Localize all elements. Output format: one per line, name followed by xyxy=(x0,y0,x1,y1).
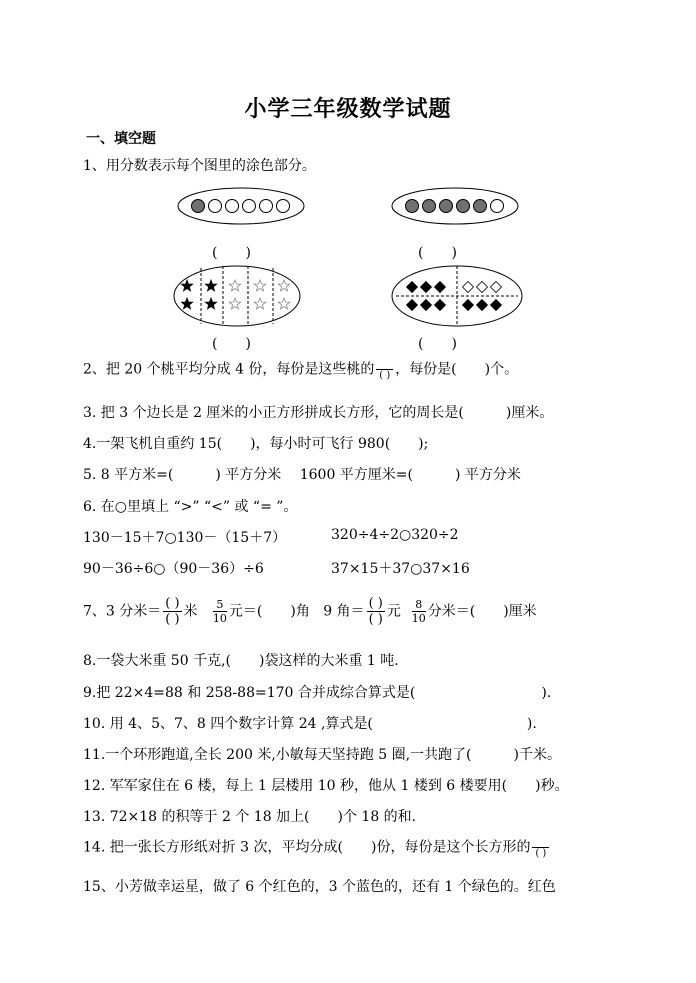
shaded-circle xyxy=(457,200,470,213)
empty-circle xyxy=(243,200,256,213)
empty-circle xyxy=(491,200,504,213)
compare-left-2: 90－36÷6○（90－36）÷6 xyxy=(83,561,264,577)
question-7 xyxy=(83,597,537,626)
figure-stars xyxy=(172,264,302,328)
question-6: 6. 在○里填上 “>” “<” 或 “= ”。 xyxy=(83,499,298,515)
filled-diamond xyxy=(435,282,446,293)
section-heading: 一、填空题 xyxy=(86,131,156,147)
question-12: 12. 军军家住在 6 楼，每上 1 层楼用 10 秒，他从 1 楼到 6 楼要用( )秒。 xyxy=(83,778,569,794)
q7-part6: 分米＝( )厘米 xyxy=(427,603,537,620)
figure-diamonds xyxy=(390,264,524,328)
compare-left-1: 130－15＋7○130－（15＋7） xyxy=(83,530,287,546)
empty-star xyxy=(254,280,265,291)
q7-part4: 9 角＝ xyxy=(323,603,365,620)
empty-star xyxy=(229,298,240,309)
question-14 xyxy=(83,836,551,859)
question-14-text: 14. 把一张长方形纸对折 3 次，平均分成( )份，每份是这个长方形的 xyxy=(83,839,531,856)
fraction-blank[interactable]: $\frac{( )}{( )}$ xyxy=(368,596,383,627)
shaded-circle xyxy=(406,200,419,213)
filled-diamond xyxy=(463,300,474,311)
empty-circle xyxy=(209,200,222,213)
question-8: 8.一袋大米重 50 千克,( )袋这样的大米重 1 吨. xyxy=(83,653,399,669)
filled-diamond xyxy=(421,282,432,293)
shaded-circle xyxy=(423,200,436,213)
empty-star xyxy=(278,280,289,291)
q7-part3: 元＝( )角 xyxy=(228,603,310,620)
question-9: 9.把 22×4=88 和 258-88=170 合并成综合算式是( ). xyxy=(83,685,552,701)
filled-diamond xyxy=(407,282,418,293)
shaded-circle xyxy=(440,200,453,213)
empty-diamond xyxy=(491,282,502,293)
q7-part5: 元 xyxy=(386,603,401,620)
answer-blank-1a[interactable]: ( ) xyxy=(212,245,251,261)
filled-star xyxy=(181,280,192,291)
filled-star xyxy=(205,298,216,309)
fraction-blank[interactable]: $\frac{( )}{( )}$ xyxy=(165,596,180,627)
answer-blank-1b[interactable]: ( ) xyxy=(418,245,457,261)
question-13: 13. 72×18 的积等于 2 个 18 加上( )个 18 的和. xyxy=(83,809,417,825)
question-15: 15、小芳做幸运星，做了 6 个红色的，3 个蓝色的，还有 1 个绿色的。红色 xyxy=(83,879,556,895)
empty-star xyxy=(229,280,240,291)
question-1: 1、用分数表示每个图里的涂色部分。 xyxy=(83,158,316,174)
filled-diamond xyxy=(477,300,488,311)
filled-star xyxy=(181,298,192,309)
figure-circles-left xyxy=(176,186,306,226)
empty-circle xyxy=(260,200,273,213)
empty-star xyxy=(278,298,289,309)
empty-circle xyxy=(277,200,290,213)
fraction-blank[interactable]: ( ) xyxy=(376,358,393,381)
filled-diamond xyxy=(491,300,502,311)
question-2-text-end: ，每份是( )个。 xyxy=(395,361,519,378)
question-11: 11.一个环形跑道,全长 200 米,小敏每天坚持跑 5 圈,一共跑了( )千米。 xyxy=(83,747,561,763)
filled-diamond xyxy=(407,300,418,311)
empty-diamond xyxy=(463,282,474,293)
question-10: 10. 用 4、5、7、8 四个数字计算 24 ,算式是( ). xyxy=(83,716,537,732)
fraction-5-10: $\frac{5}{10}$ xyxy=(212,598,227,625)
question-2-text: 2、把 20 个桃平均分成 4 份，每份是这些桃的 xyxy=(83,361,375,378)
q7-part1: 7、3 分米＝ xyxy=(83,603,162,620)
empty-star xyxy=(254,298,265,309)
filled-diamond xyxy=(421,300,432,311)
q7-part2: 米 xyxy=(183,603,198,620)
answer-blank-1c[interactable]: ( ) xyxy=(212,336,251,352)
question-3: 3. 把 3 个边长是 2 厘米的小正方形拼成长方形，它的周长是( )厘米。 xyxy=(83,405,554,421)
answer-blank-1d[interactable]: ( ) xyxy=(418,336,457,352)
question-5: 5. 8 平方米=( ) 平方分米 1600 平方厘米=( ) 平方分米 xyxy=(83,467,521,483)
question-4: 4.一架飞机自重约 15( )，每小时可飞行 980( ); xyxy=(83,436,429,452)
shaded-circle xyxy=(192,200,205,213)
empty-circle xyxy=(226,200,239,213)
page-title: 小学三年级数学试题 xyxy=(244,96,452,122)
question-2 xyxy=(83,358,518,381)
figure-circles-right xyxy=(390,186,520,226)
shaded-circle xyxy=(474,200,487,213)
filled-diamond xyxy=(435,300,446,311)
compare-right-1: 320÷4÷2○320÷2 xyxy=(331,527,459,543)
empty-diamond xyxy=(477,282,488,293)
fraction-8-10: $\frac{8}{10}$ xyxy=(411,598,426,625)
compare-right-2: 37×15＋37○37×16 xyxy=(331,561,470,577)
filled-star xyxy=(205,280,216,291)
fraction-blank[interactable]: ( ) xyxy=(532,836,549,859)
